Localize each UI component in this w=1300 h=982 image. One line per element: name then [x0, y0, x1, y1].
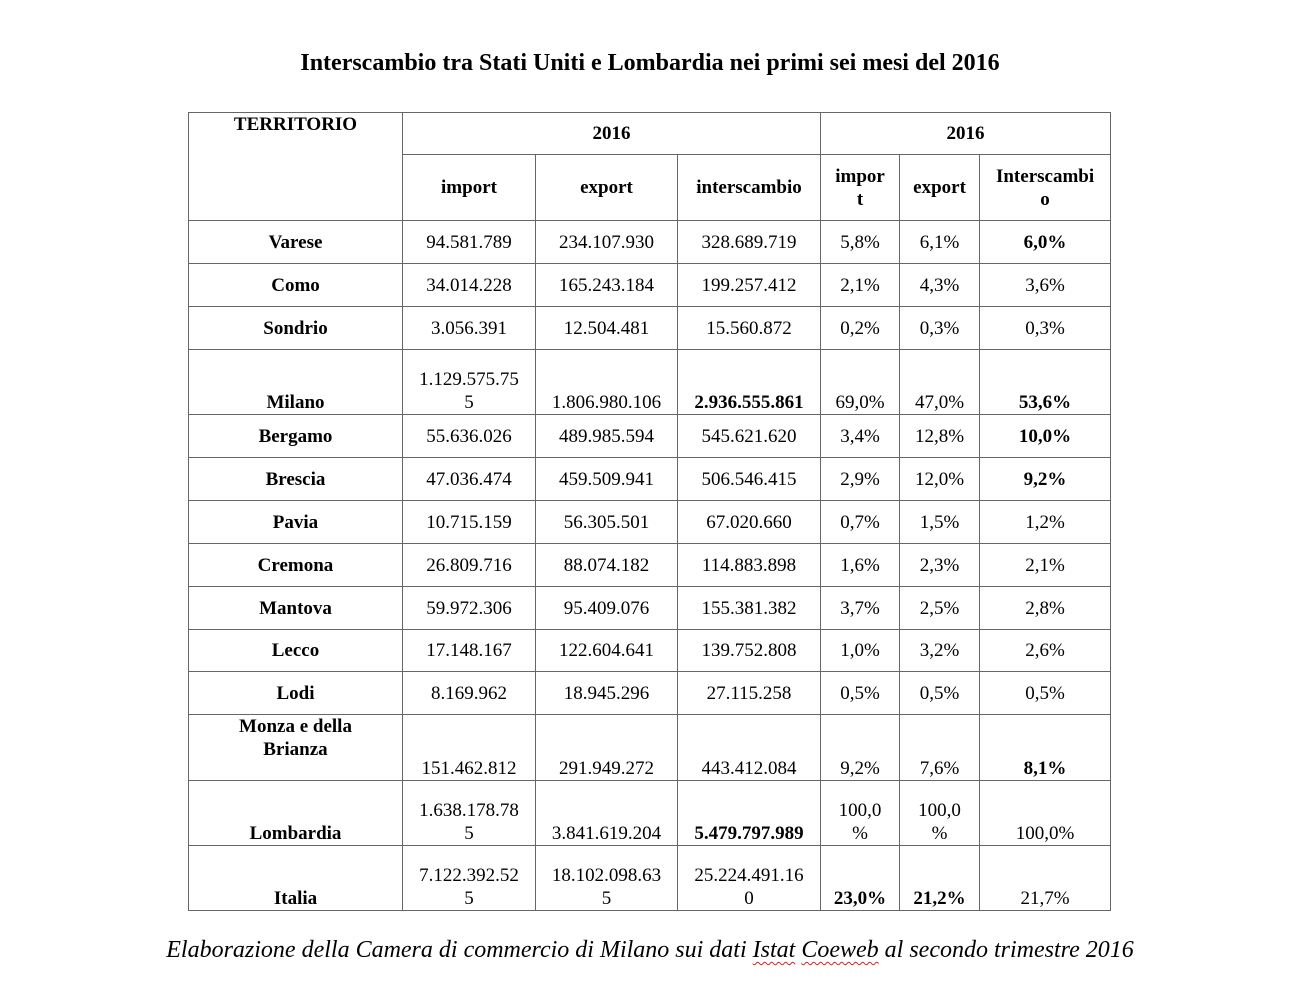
cell-export-pct: 2,3% — [900, 544, 980, 587]
cell-interscambio-pct: 2,8% — [980, 587, 1111, 630]
cell-import-pct: 0,2% — [821, 307, 900, 350]
table-title: Interscambio tra Stati Uniti e Lombardia nei primi sei mesi del 2016 — [300, 50, 1000, 76]
cell-import-pct: 1,0% — [821, 630, 900, 672]
cell-export: 459.509.941 — [536, 458, 678, 501]
table-row — [189, 587, 1111, 630]
cell-interscambio: 328.689.719 — [678, 221, 821, 264]
cell-export-pct: 12,8% — [900, 415, 980, 458]
cell-import: 3.056.391 — [403, 307, 536, 350]
table-row — [189, 264, 1111, 307]
cell-import: 1.129.575.75 5 — [403, 350, 536, 415]
cell-export: 489.985.594 — [536, 415, 678, 458]
cell-import-pct: 69,0% — [821, 350, 900, 415]
cell-territorio: Como — [189, 264, 403, 307]
cell-interscambio-pct: 6,0% — [980, 221, 1111, 264]
table-row — [189, 350, 1111, 415]
table-row — [189, 458, 1111, 501]
cell-import-pct: 0,7% — [821, 501, 900, 544]
source-word-coeweb: Coeweb — [801, 937, 879, 963]
cell-interscambio-pct: 0,5% — [980, 672, 1111, 715]
cell-interscambio: 139.752.808 — [678, 630, 821, 672]
col-header-interscambio-pct: Interscambi o — [980, 155, 1111, 221]
table-row — [189, 501, 1111, 544]
cell-interscambio-pct: 0,3% — [980, 307, 1111, 350]
cell-interscambio: 27.115.258 — [678, 672, 821, 715]
cell-import-pct: 1,6% — [821, 544, 900, 587]
cell-import: 59.972.306 — [403, 587, 536, 630]
cell-interscambio-pct: 1,2% — [980, 501, 1111, 544]
cell-import: 55.636.026 — [403, 415, 536, 458]
cell-interscambio: 5.479.797.989 — [678, 781, 821, 846]
cell-territorio: Brescia — [189, 458, 403, 501]
cell-interscambio-pct: 9,2% — [980, 458, 1111, 501]
cell-import: 151.462.812 — [403, 715, 536, 781]
cell-export: 165.243.184 — [536, 264, 678, 307]
cell-territorio: Mantova — [189, 587, 403, 630]
cell-interscambio: 2.936.555.861 — [678, 350, 821, 415]
territorio-header: TERRITORIO — [189, 113, 403, 221]
col-header-import-pct: impor t — [821, 155, 900, 221]
cell-export: 18.945.296 — [536, 672, 678, 715]
cell-interscambio-pct: 53,6% — [980, 350, 1111, 415]
cell-interscambio: 506.546.415 — [678, 458, 821, 501]
cell-territorio: Monza e della Brianza — [189, 715, 403, 781]
cell-import: 94.581.789 — [403, 221, 536, 264]
cell-territorio: Lombardia — [189, 781, 403, 846]
cell-interscambio-pct: 100,0% — [980, 781, 1111, 846]
cell-territorio: Pavia — [189, 501, 403, 544]
cell-import: 17.148.167 — [403, 630, 536, 672]
cell-export-pct: 3,2% — [900, 630, 980, 672]
table-row — [189, 846, 1111, 911]
cell-export: 122.604.641 — [536, 630, 678, 672]
cell-interscambio: 25.224.491.16 0 — [678, 846, 821, 911]
cell-export-pct: 4,3% — [900, 264, 980, 307]
cell-territorio: Milano — [189, 350, 403, 415]
cell-export: 88.074.182 — [536, 544, 678, 587]
cell-export-pct: 100,0 % — [900, 781, 980, 846]
cell-interscambio-pct: 8,1% — [980, 715, 1111, 781]
cell-territorio: Cremona — [189, 544, 403, 587]
cell-export: 1.806.980.106 — [536, 350, 678, 415]
cell-export-pct: 47,0% — [900, 350, 980, 415]
col-header-interscambio: interscambio — [678, 155, 821, 221]
table-row — [189, 781, 1111, 846]
cell-import-pct: 3,4% — [821, 415, 900, 458]
cell-territorio: Varese — [189, 221, 403, 264]
cell-export-pct: 21,2% — [900, 846, 980, 911]
cell-interscambio: 15.560.872 — [678, 307, 821, 350]
table-row — [189, 672, 1111, 715]
cell-export-pct: 6,1% — [900, 221, 980, 264]
table-row — [189, 307, 1111, 350]
source-note — [0, 937, 1300, 964]
cell-interscambio-pct: 2,1% — [980, 544, 1111, 587]
cell-export: 18.102.098.63 5 — [536, 846, 678, 911]
cell-interscambio-pct: 3,6% — [980, 264, 1111, 307]
cell-import-pct: 0,5% — [821, 672, 900, 715]
cell-territorio: Sondrio — [189, 307, 403, 350]
cell-export-pct: 0,3% — [900, 307, 980, 350]
source-note-text-1: Elaborazione della Camera di commercio di Milano sui dati — [166, 937, 753, 963]
cell-interscambio-pct: 2,6% — [980, 630, 1111, 672]
cell-import-pct: 23,0% — [821, 846, 900, 911]
cell-import: 7.122.392.52 5 — [403, 846, 536, 911]
col-header-export: export — [536, 155, 678, 221]
col-header-export-pct: export — [900, 155, 980, 221]
cell-interscambio: 199.257.412 — [678, 264, 821, 307]
cell-territorio: Lecco — [189, 630, 403, 672]
cell-import: 34.014.228 — [403, 264, 536, 307]
col-header-import: import — [403, 155, 536, 221]
group-header-shares: 2016 — [821, 113, 1111, 155]
table-row — [189, 630, 1111, 672]
cell-territorio: Lodi — [189, 672, 403, 715]
table-row — [189, 715, 1111, 781]
cell-interscambio: 114.883.898 — [678, 544, 821, 587]
cell-export: 3.841.619.204 — [536, 781, 678, 846]
cell-export-pct: 0,5% — [900, 672, 980, 715]
cell-interscambio-pct: 10,0% — [980, 415, 1111, 458]
table-row — [189, 221, 1111, 264]
table-row — [189, 415, 1111, 458]
source-word-istat: Istat — [752, 937, 796, 963]
cell-export: 291.949.272 — [536, 715, 678, 781]
cell-export: 234.107.930 — [536, 221, 678, 264]
cell-import-pct: 3,7% — [821, 587, 900, 630]
source-note-text-2: al secondo trimestre 2016 — [878, 937, 1134, 963]
cell-interscambio: 155.381.382 — [678, 587, 821, 630]
cell-export: 95.409.076 — [536, 587, 678, 630]
cell-interscambio-pct: 21,7% — [980, 846, 1111, 911]
cell-territorio: Bergamo — [189, 415, 403, 458]
cell-interscambio: 545.621.620 — [678, 415, 821, 458]
cell-import: 1.638.178.78 5 — [403, 781, 536, 846]
cell-import-pct: 100,0 % — [821, 781, 900, 846]
cell-import-pct: 2,1% — [821, 264, 900, 307]
header-row-1 — [189, 113, 1111, 155]
cell-export-pct: 12,0% — [900, 458, 980, 501]
cell-import: 10.715.159 — [403, 501, 536, 544]
cell-interscambio: 443.412.084 — [678, 715, 821, 781]
cell-import: 47.036.474 — [403, 458, 536, 501]
cell-export-pct: 1,5% — [900, 501, 980, 544]
cell-export: 56.305.501 — [536, 501, 678, 544]
cell-import: 26.809.716 — [403, 544, 536, 587]
cell-export-pct: 2,5% — [900, 587, 980, 630]
cell-import-pct: 2,9% — [821, 458, 900, 501]
cell-territorio: Italia — [189, 846, 403, 911]
cell-interscambio: 67.020.660 — [678, 501, 821, 544]
trade-table — [188, 112, 1111, 911]
cell-import-pct: 9,2% — [821, 715, 900, 781]
group-header-values: 2016 — [403, 113, 821, 155]
table-row — [189, 544, 1111, 587]
cell-export: 12.504.481 — [536, 307, 678, 350]
cell-export-pct: 7,6% — [900, 715, 980, 781]
cell-import: 8.169.962 — [403, 672, 536, 715]
cell-import-pct: 5,8% — [821, 221, 900, 264]
